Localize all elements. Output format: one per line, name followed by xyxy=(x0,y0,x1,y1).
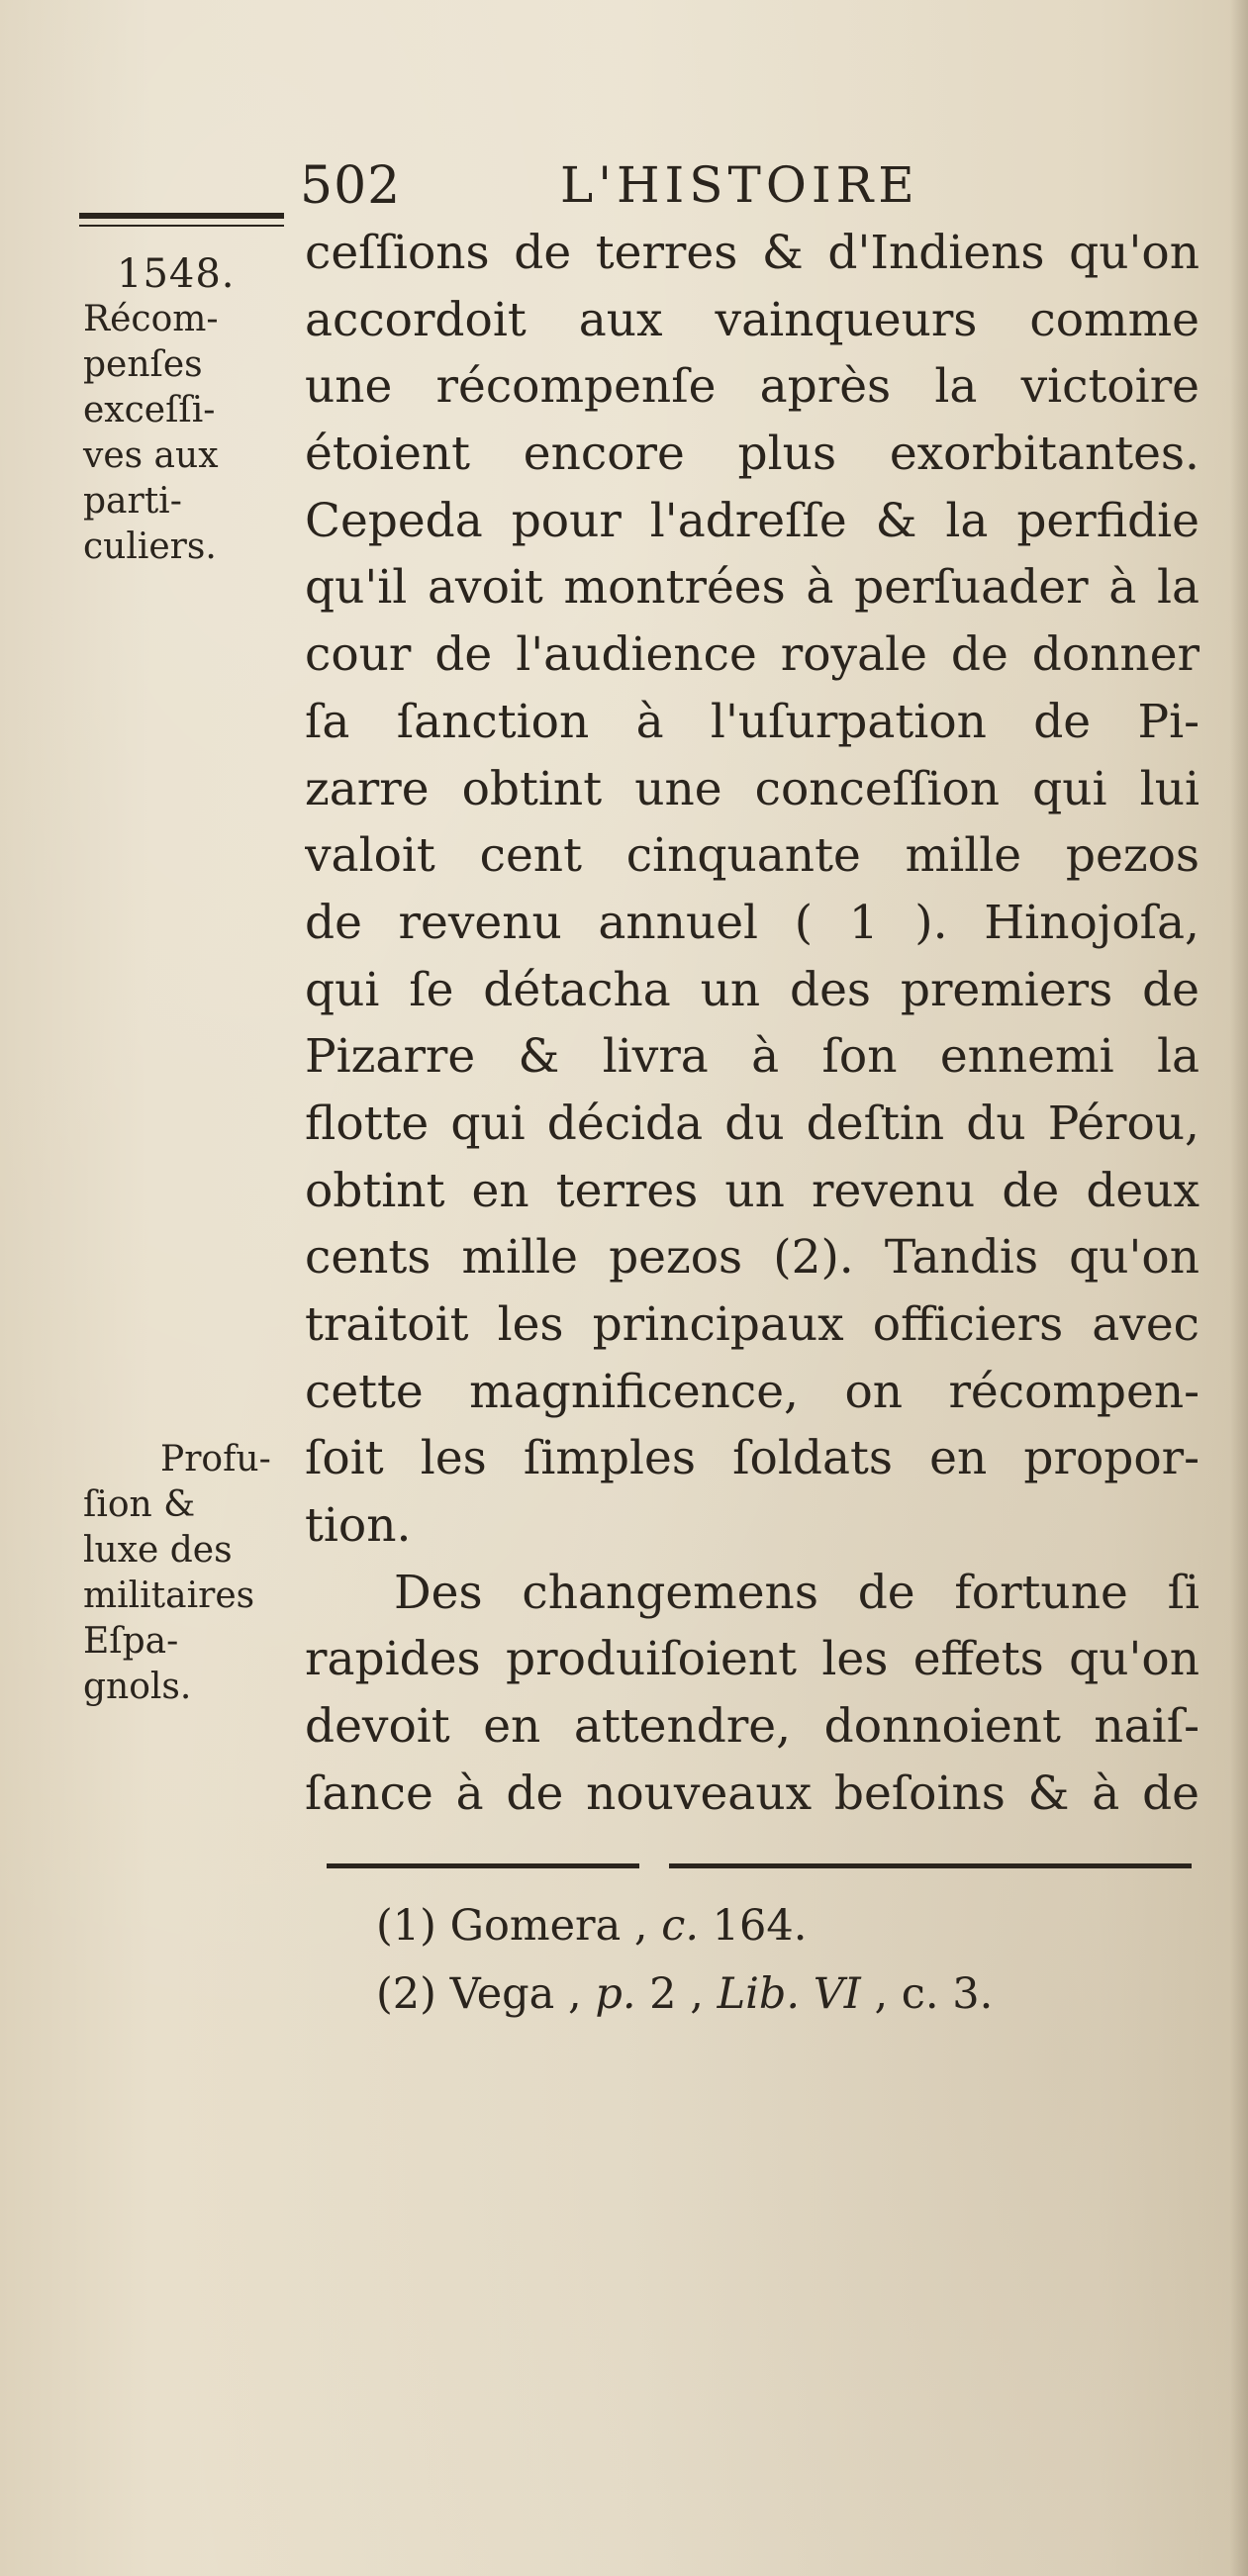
page-edge-shadow xyxy=(1230,0,1248,2576)
margin-note-line: exceſſi- xyxy=(83,390,216,430)
text-line: qui ſe détacha un des premiers de xyxy=(305,962,1200,1017)
text-line: cette magnificence, on récompen- xyxy=(305,1364,1200,1419)
footnote-marker: (1) xyxy=(376,1901,436,1951)
margin-note-line: militaires xyxy=(83,1575,255,1616)
footnote-text: Gomera , xyxy=(435,1901,662,1951)
footnote-marker: (2) xyxy=(376,1969,436,2019)
footnote-rule-left xyxy=(327,1863,639,1868)
text-line: ceſſions de terres & d'Indiens qu'on xyxy=(305,226,1200,280)
text-line: cour de l'audience royale de donner xyxy=(305,627,1200,683)
margin-note-line: luxe des xyxy=(83,1530,233,1571)
text-line: qu'il avoit montrées à perſuader à la xyxy=(305,560,1200,616)
footnote-tail-chapter: , c. 3. xyxy=(860,1969,994,2019)
text-line: traitoit les principaux officiers avec xyxy=(305,1297,1200,1352)
text-line: Cepeda pour l'adreſſe & la perfidie xyxy=(305,493,1200,548)
margin-note-line: Eſpa- xyxy=(83,1621,179,1662)
text-line: devoit en attendre, donnoient naiſ- xyxy=(305,1699,1200,1755)
text-line: Pizarre & livra à ſon ennemi la xyxy=(305,1029,1200,1085)
text-line: valoit cent cinquante mille pezos xyxy=(305,828,1200,884)
text-line: tion. xyxy=(305,1498,412,1554)
margin-note-line: gnols. xyxy=(83,1667,192,1707)
margin-note-profusion xyxy=(83,1437,271,1710)
margin-note-line: Profu- xyxy=(160,1439,271,1479)
header-ornament-rule xyxy=(79,213,284,227)
margin-note-line: penſes xyxy=(83,344,203,385)
footnote-tail: 164. xyxy=(699,1901,808,1951)
margin-note-line: ves aux xyxy=(83,435,219,476)
footnote-2 xyxy=(376,1960,993,2029)
text-line: ſance à de nouveaux beſoins & à de xyxy=(305,1765,1200,1821)
running-title: L'HISTOIRE xyxy=(560,156,919,214)
text-line: de revenu annuel ( 1 ). Hinojoſa, xyxy=(305,895,1200,950)
text-line: cents mille pezos (2). Tandis qu'on xyxy=(305,1230,1200,1286)
text-line: obtint en terres un revenu de deux xyxy=(305,1163,1200,1218)
text-line: Des changemens de fortune ſi xyxy=(394,1565,1200,1620)
footnotes xyxy=(376,1892,993,2029)
footnote-italic: c. xyxy=(661,1901,700,1951)
margin-note-line: culiers. xyxy=(83,526,217,567)
text-line: flotte qui décida du deſtin du Pérou, xyxy=(305,1096,1200,1151)
text-line: une récompenſe après la victoire xyxy=(305,359,1200,415)
text-line: étoient encore plus exorbitantes. xyxy=(305,427,1200,482)
text-line: ſoit les ſimples ſoldats en propor- xyxy=(305,1431,1200,1486)
margin-note-line: Récom- xyxy=(83,299,219,339)
footnote-1 xyxy=(376,1892,993,1960)
footnote-italic: p. xyxy=(595,1969,636,2019)
footnote-text: Vega , xyxy=(435,1969,596,2019)
text-line: ſa ſanction à l'uſurpation de Pi- xyxy=(305,694,1200,749)
text-line: accordoit aux vainqueurs comme xyxy=(305,292,1200,347)
footnote-italic-book: Lib. VI xyxy=(717,1969,861,2019)
text-line: rapides produiſoient les effets qu'on xyxy=(305,1632,1200,1687)
footnote-tail: 2 , xyxy=(635,1969,718,2019)
margin-year: 1548. xyxy=(117,251,236,297)
margin-note-line: ſion & xyxy=(83,1484,196,1525)
page-number: 502 xyxy=(300,156,402,216)
margin-note-line: parti- xyxy=(83,481,182,522)
margin-note-recompenses xyxy=(83,297,219,570)
footnote-rule-right xyxy=(669,1863,1192,1868)
text-line: zarre obtint une conceſſion qui lui xyxy=(305,761,1200,816)
body-text xyxy=(305,220,1200,1828)
